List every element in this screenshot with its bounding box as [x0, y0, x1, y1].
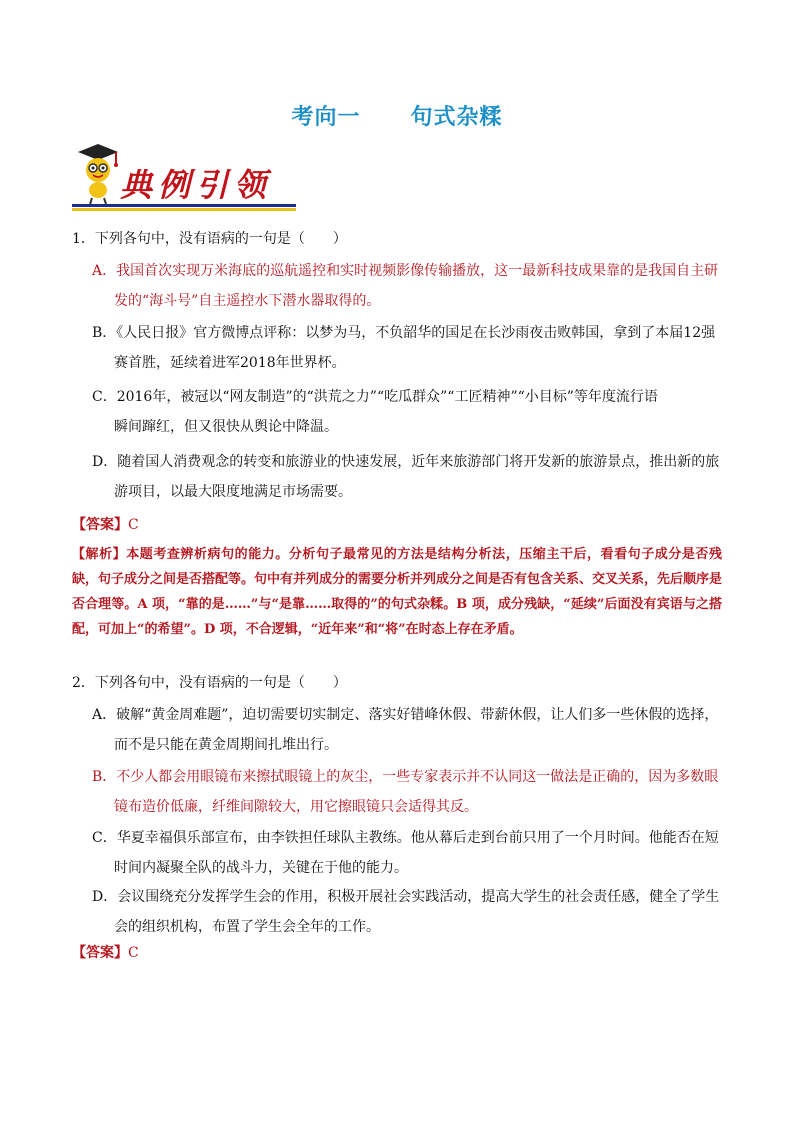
banner-divider-blue [72, 204, 296, 207]
q2-option-b [92, 762, 722, 822]
q2-answer [72, 940, 139, 966]
q1-answer-tag: 【答案】 [72, 517, 128, 533]
q2-option-c [92, 823, 722, 883]
q2-option-a [92, 700, 722, 760]
q1-option-c-line2: 瞬间蹿红，但又很快从舆论中降温。 [114, 419, 338, 435]
q1-analysis [72, 542, 722, 642]
q2-option-d-line2: 会的组织机构，布置了学生会全年的工作。 [114, 919, 380, 935]
example-banner [72, 140, 296, 212]
q2-answer-tag: 【答案】 [72, 945, 128, 961]
q1-option-b-line1: B．《人民日报》官方微博点评称：以梦为马，不负韶华的国足在长沙雨夜击败韩国，拿到了本届12强 [92, 325, 716, 341]
q1-option-b [92, 318, 722, 378]
q2-option-a-line1: A．破解“黄金周难题”，迫切需要切实制定、落实好错峰休假、带薪休假，让人们多一些休假的选择， [92, 707, 719, 723]
q1-answer-value: C [128, 517, 139, 533]
heading-part2: 句式杂糅 [410, 105, 503, 130]
q2-option-c-line1: C．华夏幸福俱乐部宣布，由李铁担任球队主教练。他从幕后走到台前只用了一个月时间。他能否在短 [92, 830, 719, 846]
q1-option-d-line2: 游项目，以最大限度地满足市场需要。 [114, 484, 352, 500]
q1-option-c [92, 382, 722, 442]
q2-option-b-line2: 镜布造价低廉，纤维间隙较大，用它擦眼镜只会适得其反。 [114, 799, 478, 815]
q1-answer [72, 512, 139, 538]
banner-title: 典例引领 [120, 166, 273, 204]
q2-option-c-line2: 时间内凝聚全队的战斗力，关键在于他的能力。 [114, 860, 408, 876]
q2-answer-value: C [128, 945, 139, 961]
banner-divider-yellow [72, 208, 296, 211]
q1-option-b-line2: 赛首胜，延续着进军2018年世界杯。 [114, 355, 346, 371]
heading-part1: 考向一 [291, 105, 361, 130]
q1-option-a-line2: 发的“海斗号”自主遥控水下潜水器取得的。 [114, 293, 381, 309]
q1-option-a-line1: A．我国首次实现万米海底的巡航遥控和实时视频影像传输播放，这一最新科技成果靠的是我国自主研 [92, 263, 719, 279]
q2-option-a-line2: 而不是只能在黄金周期间扎堆出行。 [114, 737, 338, 753]
q1-option-d-line1: D．随着国人消费观念的转变和旅游业的快速发展，近年来旅游部门将开发新的旅游景点，推出新的旅 [92, 454, 720, 470]
q1-analysis-tag: 【解析】 [72, 547, 127, 562]
section-heading [0, 100, 794, 131]
q1-analysis-text: 本题考查辨析病句的能力。分析句子最常见的方法是结构分析法，压缩主干后，看看句子成分是否残缺，句子成分之间是否搭配等。句中有并列成分的需要分析并列成分之间是否有包含关系、交叉关系，先后顺序是否合理等。A 项，“靠的是……”与“是靠……取得的”的句式杂糅。B 项，成分残缺，“延续”后面没有宾语与之搭配，可加上“的希望”。D 项，不合逻辑，“近年来”和“将”在时态上存在矛盾。 [72, 547, 723, 637]
q1-option-a [92, 256, 722, 316]
q2-stem: 2．下列各句中，没有语病的一句是（ ） [72, 675, 347, 691]
q1-option-d [92, 447, 722, 507]
q2-option-b-line1: B．不少人都会用眼镜布来擦拭眼镜上的灰尘，一些专家表示并不认同这一做法是正确的，因为多数眼 [92, 769, 719, 785]
q1-stem: 1．下列各句中，没有语病的一句是（ ） [72, 231, 347, 247]
q2-option-d-line1: D．会议围绕充分发挥学生会的作用，积极开展社会实践活动，提高大学生的社会责任感，健全了学生 [92, 889, 720, 905]
q2-option-d [92, 882, 722, 942]
q1-option-c-line1: C．2016年，被冠以“网友制造”的“洪荒之力”“吃瓜群众”“工匠精神”“小目标”等年度流行语 [92, 389, 658, 405]
mascot-icon [72, 140, 122, 206]
